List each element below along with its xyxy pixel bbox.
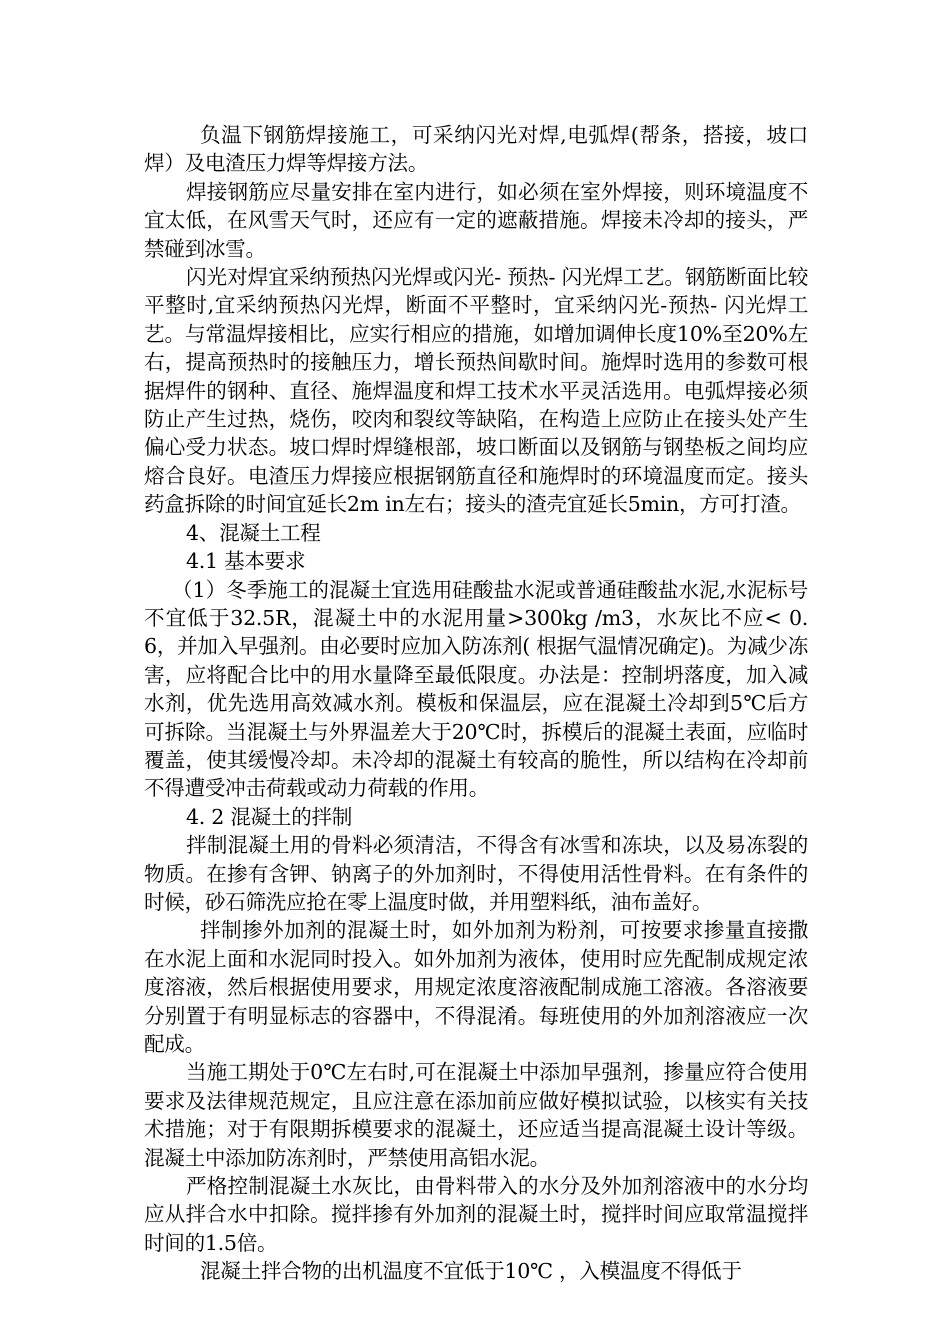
paragraph-flash-butt-welding: 闪光对焊宜采纳预热闪光焊或闪光- 预热- 闪光焊工艺。钢筋断面比较平整时,宜采纳预热闪光焊，断面不平整时，宜采纳闪光-预热- 闪光焊工艺。与常温焊接相比，应实行相应的措施，如增加调伸长度10%至20%左右，提高预热时的接触压力，增长预热间歇时间。施焊时选用的参数可根据焊件的钢种、直径、施焊温度和焊工技术水平灵活选用。电弧焊接必须防止产生过热，烧伤，咬肉和裂纹等缺陷，在构造上应防止在接头处产生偏心受力状态。坡口焊时焊缝根部，坡口断面以及钢筋与钢垫板之间均应熔合良好。电渣压力焊接应根据钢筋直径和施焊时的环境温度而定。接头药盒拆除的时间宜延长2m in左右；接头的渣壳宜延长5min，方可打渣。	[144, 265, 808, 517]
document-body	[144, 121, 808, 1286]
paragraph-early-strength: 当施工期处于0℃左右时,可在混凝土中添加早强剂，掺量应符合使用要求及法律规范规定，且应注意在添加前应做好模拟试验，以核实有关技术措施；对于有限期拆模要求的混凝土，还应适当提高混凝土设计等级。混凝土中添加防冻剂时，严禁使用高铝水泥。	[144, 1060, 808, 1170]
paragraph-mix-temperature: 混凝土拌合物的出机温度不宜低于10℃ ，入模温度不得低于	[200, 1259, 742, 1284]
paragraph-admixture: 拌制掺外加剂的混凝土时，如外加剂为粉剂，可按要求掺量直接撒在水泥上面和水泥同时投入。如外加剂为液体，使用时应先配制成规定浓度溶液，然后根据使用要求，用规定浓度溶液配制成施工溶液。各溶液要分别置于有明显标志的容器中，不得混淆。每班使用的外加剂溶液应一次配成。	[144, 918, 808, 1056]
subsection-heading-basic-requirements: 4.1 基本要求	[186, 549, 306, 574]
paragraph-water-cement-ratio: 严格控制混凝土水灰比，由骨料带入的水分及外加剂溶液中的水分均应从拌合水中扣除。搅拌掺有外加剂的混凝土时，搅拌时间应取常温搅拌时间的1.5倍。	[144, 1174, 808, 1255]
section-heading-concrete: 4、混凝土工程	[186, 520, 321, 545]
subsection-heading-mixing: 4. 2 混凝土的拌制	[186, 804, 353, 829]
paragraph-indoor-welding: 焊接钢筋应尽量安排在室内进行，如必须在室外焊接，则环境温度不宜太低，在风雪天气时，还应有一定的遮蔽措施。焊接未冷却的接头，严禁碰到冰雪。	[144, 179, 808, 261]
paragraph-welding-methods: 负温下钢筋焊接施工，可采纳闪光对焊,电弧焊(帮条，搭接，坡口焊）及电渣压力焊等焊接方法。	[144, 123, 808, 176]
paragraph-aggregate: 拌制混凝土用的骨料必须清洁，不得含有冰雪和冻块，以及易冻裂的物质。在掺有含钾、钠离子的外加剂时，不得使用活性骨料。在有条件的时候，砂石筛洗应抢在零上温度时做，并用塑料纸，油布盖好。	[144, 833, 808, 914]
paragraph-winter-concrete: （1）冬季施工的混凝土宜选用硅酸盐水泥或普通硅酸盐水泥,水泥标号不宜低于32.5R，混凝土中的水泥用量>300kg /m3，水灰比不应< 0.6，并加入早强剂。由必要时应加入防冻剂( 根据气温情况确定)。为减少冻害，应将配合比中的用水量降至最低限度。办法是：控制坍落度，加入减水剂，优先选用高效减水剂。模板和保温层，应在混凝土冷却到5℃后方可拆除。当混凝土与外界温差大于20℃时，拆模后的混凝土表面，应临时覆盖，使其缓慢冷却。未冷却的混凝土有较高的脆性，所以结构在冷却前不得遭受冲击荷载或动力荷载的作用。	[144, 577, 808, 801]
